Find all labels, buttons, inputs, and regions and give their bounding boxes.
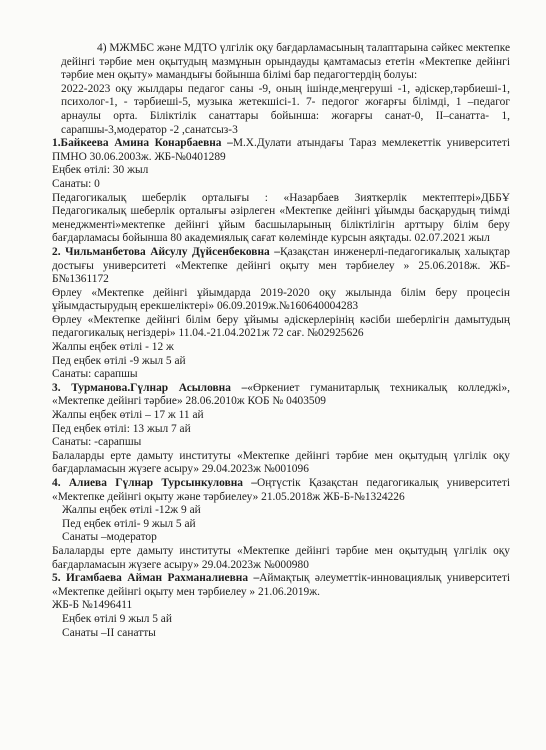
staff-detail-text: Балаларды ерте дамыту институты «Мектепке дейінгі тәрбие мен оқытудың үлгілік оқу бағдарламасын жүзеге асыру» 29.04.2023ж №000980	[52, 544, 510, 571]
staff-detail-text: Жалпы еңбек өтілі – 17 ж 11 ай	[52, 409, 204, 422]
staff-detail-text: ЖБ-Б №1496411	[52, 599, 133, 612]
staff-entry-line	[52, 164, 510, 178]
staff-detail-text: Санаты: сарапшы	[52, 368, 138, 381]
staff-detail-text: Балаларды ерте дамыту институты «Мектепке дейінгі тәрбие мен оқытудың үлгілік оқу бағдарламасын жүзеге асыру» 29.04.2023ж №001096	[52, 449, 510, 476]
staff-entry	[52, 572, 510, 640]
staff-entry-line	[52, 314, 510, 341]
staff-name: 1.Байкеева Амина Конарбаевна –	[52, 137, 233, 150]
staff-entry-heading	[52, 477, 510, 504]
staff-entry-heading	[52, 572, 510, 599]
staff-detail-text: Еңбек өтілі 9 жыл 5 ай	[62, 612, 172, 625]
staff-name: 3. Турманова.Гүлнар Асыловна –	[52, 381, 248, 394]
intro-paragraph-requirement: 4) МЖМБС және МДТО үлгілік оқу бағдарламасының талаптарына сәйкес мектепке дейінгі тәрбие мен оқытудың мазмұнын орындауды қамтамасыз ететін «Мектепке дейінгі тәрбие мен оқыту» мамандығы бойынша білімі бар педагогтердің болуы:	[61, 42, 510, 82]
staff-detail-text: Санаты –модератор	[62, 531, 157, 544]
staff-entry-line	[52, 287, 510, 314]
staff-detail-text: Жалпы еңбек өтілі - 12 ж	[52, 341, 174, 354]
staff-entry-line	[52, 409, 510, 423]
staff-entry-line	[52, 504, 510, 518]
staff-entry-heading	[52, 382, 510, 409]
staff-detail-text: Санаты: -сарапшы	[52, 436, 142, 449]
staff-detail-text: Санаты –ІІ санатты	[62, 626, 156, 639]
staff-detail-text: Санаты: 0	[52, 177, 100, 190]
staff-detail-text: Пед еңбек өтілі- 9 жыл 5 ай	[62, 517, 196, 530]
staff-entry-heading	[52, 137, 510, 164]
staff-detail-text: Оңтүстік Қазақстан педагогикалық университеті «Мектепке дейінгі оқыту және тәрбиелеу» 21.05.2018ж ЖБ-Б-№1324226	[52, 477, 510, 503]
staff-detail-text: Еңбек өтілі: 30 жыл	[52, 164, 149, 177]
staff-detail-text: Пед еңбек өтілі: 13 жыл 7 ай	[52, 422, 191, 435]
staff-entry-line	[52, 613, 510, 627]
staff-detail-text: «Өркениет гуманитарлық техникалық колледжі», «Мектепке дейінгі тәрбие» 28.06.2010ж КОБ № 0403509	[52, 381, 510, 408]
staff-detail-text: Өрлеу «Мектепке дейінгі ұйымдарда 2019-2020 оқу жылында білім беру процесін ұйымдастырудың ерекшеліктері» 06.09.2019ж.№160640004283	[52, 286, 510, 313]
staff-detail-text: Жалпы еңбек өтілі -12ж 9 ай	[62, 504, 201, 517]
staff-entry-line	[52, 368, 510, 382]
staff-name: 4. Алиева Гүлнар Турсынкуловна –	[52, 477, 257, 489]
staff-list	[52, 137, 511, 640]
staff-name: 5. Игамбаева Айман Рахманалиевна –	[52, 572, 260, 585]
staff-entry	[52, 246, 510, 382]
intro-paragraph-staff-stats: 2022-2023 оқу жылдары педагог саны -9, оның ішінде,меңгеруші -1, әдіскер,тәрбиеші-1, психолог-1, - тәрбиеші-5, музыка жетекшісі-1. 7- педогог жоғарғы білімді, 1 –педагог арнаулы орта. Біліктілік санаттары бойынша: жоғарғы санат-0, ІІ–санатта- 1, сарапшы-3,модератор -2 ,санатсыз-3	[61, 82, 510, 136]
staff-entry-line	[52, 545, 510, 572]
staff-entry	[52, 477, 510, 572]
staff-entry-line	[52, 627, 510, 641]
staff-detail-text: Пед еңбек өтілі -9 жыл 5 ай	[52, 354, 186, 367]
staff-entry-line	[52, 192, 510, 246]
staff-entry	[52, 382, 510, 477]
staff-name: 2. Чильманбетова Айсулу Дүйсенбековна –	[52, 245, 280, 258]
staff-entry-line	[52, 341, 510, 355]
staff-detail-text: Аймақтық әлеуметтік-инновациялық университеті «Мектепке дейінгі оқыту мен тәрбиелеу » 21.06.2019ж.	[52, 572, 510, 598]
staff-entry	[52, 137, 510, 246]
staff-entry-line	[52, 531, 510, 545]
staff-entry-line	[52, 450, 510, 477]
staff-detail-text: Қазақстан инженерлі-педагогикалық халықтар достығы университеті «Мектепке дейінгі оқыту мен тәрбиелеу » 25.06.2018ж. ЖБ-Б№1361172	[52, 245, 510, 286]
staff-detail-text: Өрлеу «Мектепке дейінгі білім беру ұйымы әдіскерлерінің кәсіби шеберлігін дамытудың педагогикалық негіздері» 11.04.-21.04.2021ж 72 сағ. №02925626	[52, 313, 510, 340]
staff-entry-line	[52, 355, 510, 369]
staff-entry-line	[52, 518, 510, 532]
staff-entry-line	[52, 423, 510, 437]
staff-entry-heading	[52, 246, 510, 287]
staff-detail-text: Педагогикалық шеберлік орталығы : «Назарбаев Зияткерлік мектептері»ДББҰ Педагогикалық шеберлік орталығы әзірлеген «Мектепке дейінгі ұйымды басқарудың тиімді менеджменті»мектепке дейінгі ұйым басшыларының біліктілігін арттыру білім беру бағдарламасы бойынша 80 академиялық сағат көлемінде курсын аяқтады. 02.07.2021 жыл	[52, 191, 510, 245]
staff-entry-line	[52, 599, 510, 613]
staff-entry-line	[52, 436, 510, 450]
staff-detail-text: М.Х.Дулати атындағы Тараз мемлекеттік университеті ПМНО 30.06.2003ж. ЖБ-№0401289	[52, 137, 511, 163]
staff-entry-line	[52, 178, 510, 192]
